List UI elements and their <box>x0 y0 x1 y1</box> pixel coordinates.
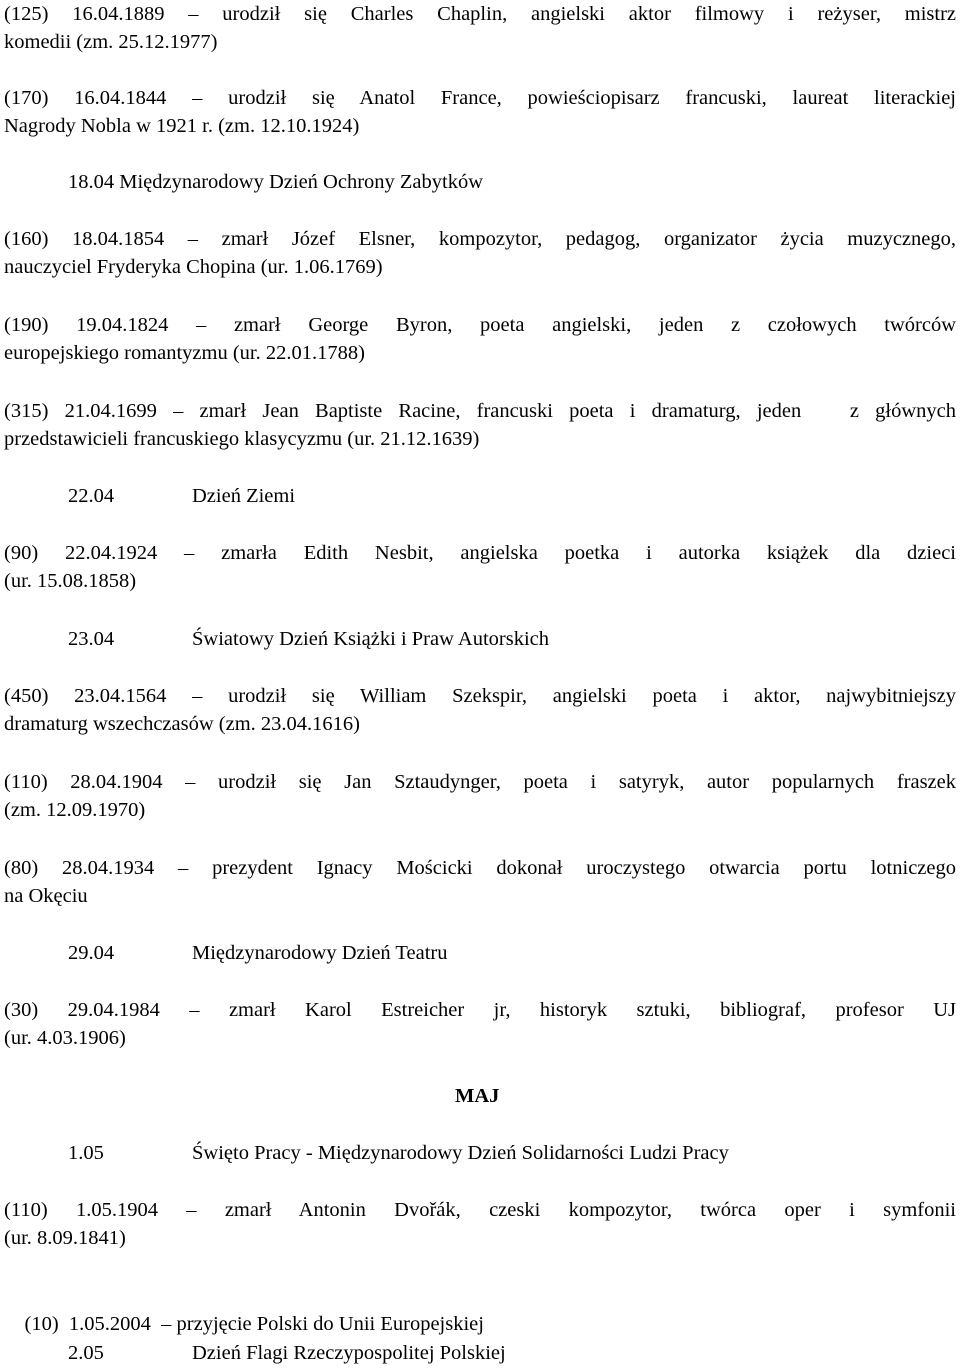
event-sztaudynger <box>4 768 956 824</box>
event-elsner <box>4 225 956 281</box>
event-line: (30) 29.04.1984 – zmarł Karol Estreicher jr, historyk sztuki, bibliograf, profesor UJ <box>4 999 956 1021</box>
event-line: (315) 21.04.1699 – zmarł Jean Baptiste Racine, francuski poeta i dramaturg, jeden z głównych <box>4 400 956 422</box>
event-line: (10) 1.05.2004 – przyjęcie Polski do Unii Europejskiej <box>24 1313 484 1335</box>
event-szekspir <box>4 682 956 738</box>
event-line: (125) 16.04.1889 – urodził się Charles Chaplin, angielski aktor filmowy i reżyser, mistrz <box>4 3 956 25</box>
event-line: komedii (zm. 25.12.1977) <box>4 31 218 53</box>
event-line: nauczyciel Fryderyka Chopina (ur. 1.06.1769) <box>4 256 383 278</box>
holiday-date: 2.05 <box>68 1342 104 1364</box>
event-line: (110) 1.05.1904 – zmarł Antonin Dvořák, czeski kompozytor, twórca oper i symfonii <box>4 1199 956 1221</box>
event-dvorak <box>4 1196 956 1252</box>
holiday-name: Międzynarodowy Dzień Teatru <box>192 942 448 964</box>
event-line: (ur. 4.03.1906) <box>4 1027 126 1049</box>
event-line: (160) 18.04.1854 – zmarł Józef Elsner, kompozytor, pedagog, organizator życia muzycznego, <box>4 228 956 250</box>
event-line: Nagrody Nobla w 1921 r. (zm. 12.10.1924) <box>4 115 360 137</box>
event-line: (ur. 8.09.1841) <box>4 1227 126 1249</box>
event-line: (80) 28.04.1934 – prezydent Ignacy Mościcki dokonał uroczystego otwarcia portu lotniczego <box>4 857 956 879</box>
holiday-name: Dzień Ziemi <box>192 485 296 507</box>
holiday-date: 22.04 <box>68 485 115 507</box>
event-line: na Okęciu <box>4 885 88 907</box>
event-racine <box>4 397 956 453</box>
event-chaplin <box>4 0 956 56</box>
holiday-name: Światowy Dzień Książki i Praw Autorskich <box>192 628 549 650</box>
event-line: (110) 28.04.1904 – urodził się Jan Sztaudynger, poeta i satyryk, autor popularnych fraszek <box>4 771 956 793</box>
event-line: (ur. 15.08.1858) <box>4 570 137 592</box>
holiday-date: 23.04 <box>68 628 115 650</box>
event-line: przedstawicieli francuskiego klasycyzmu (ur. 21.12.1639) <box>4 428 480 450</box>
holiday-02-05 <box>68 1339 506 1367</box>
event-estreicher <box>4 996 956 1052</box>
holiday-name: Święto Pracy - Międzynarodowy Dzień Solidarności Ludzi Pracy <box>192 1142 729 1164</box>
event-line: dramaturg wszechczasów (zm. 23.04.1616) <box>4 713 360 735</box>
holiday-name: Międzynarodowy Dzień Ochrony Zabytków <box>119 171 484 193</box>
holiday-date: 18.04 <box>68 171 115 193</box>
holiday-date: 1.05 <box>68 1142 104 1164</box>
event-line: (450) 23.04.1564 – urodził się William Szekspir, angielski poeta i aktor, najwybitniejszy <box>4 685 956 707</box>
holiday-23-04 <box>68 625 549 653</box>
event-byron <box>4 311 956 367</box>
holiday-22-04 <box>68 482 295 510</box>
event-okecie <box>4 854 956 910</box>
event-france <box>4 84 956 140</box>
event-nesbit <box>4 539 956 595</box>
event-line: (zm. 12.09.1970) <box>4 799 146 821</box>
event-line: (190) 19.04.1824 – zmarł George Byron, poeta angielski, jeden z czołowych twórców <box>4 314 956 336</box>
holiday-date: 29.04 <box>68 942 115 964</box>
event-line: (170) 16.04.1844 – urodził się Anatol France, powieściopisarz francuski, laureat literackiej <box>4 87 956 109</box>
holiday-18-04 <box>68 168 483 196</box>
holiday-29-04 <box>68 939 448 967</box>
holiday-01-05 <box>68 1139 729 1167</box>
event-line: europejskiego romantyzmu (ur. 22.01.1788) <box>4 342 365 364</box>
month-heading: MAJ <box>455 1085 500 1107</box>
holiday-name: Dzień Flagi Rzeczypospolitej Polskiej <box>192 1342 506 1364</box>
event-line: (90) 22.04.1924 – zmarła Edith Nesbit, angielska poetka i autorka książek dla dzieci <box>4 542 956 564</box>
